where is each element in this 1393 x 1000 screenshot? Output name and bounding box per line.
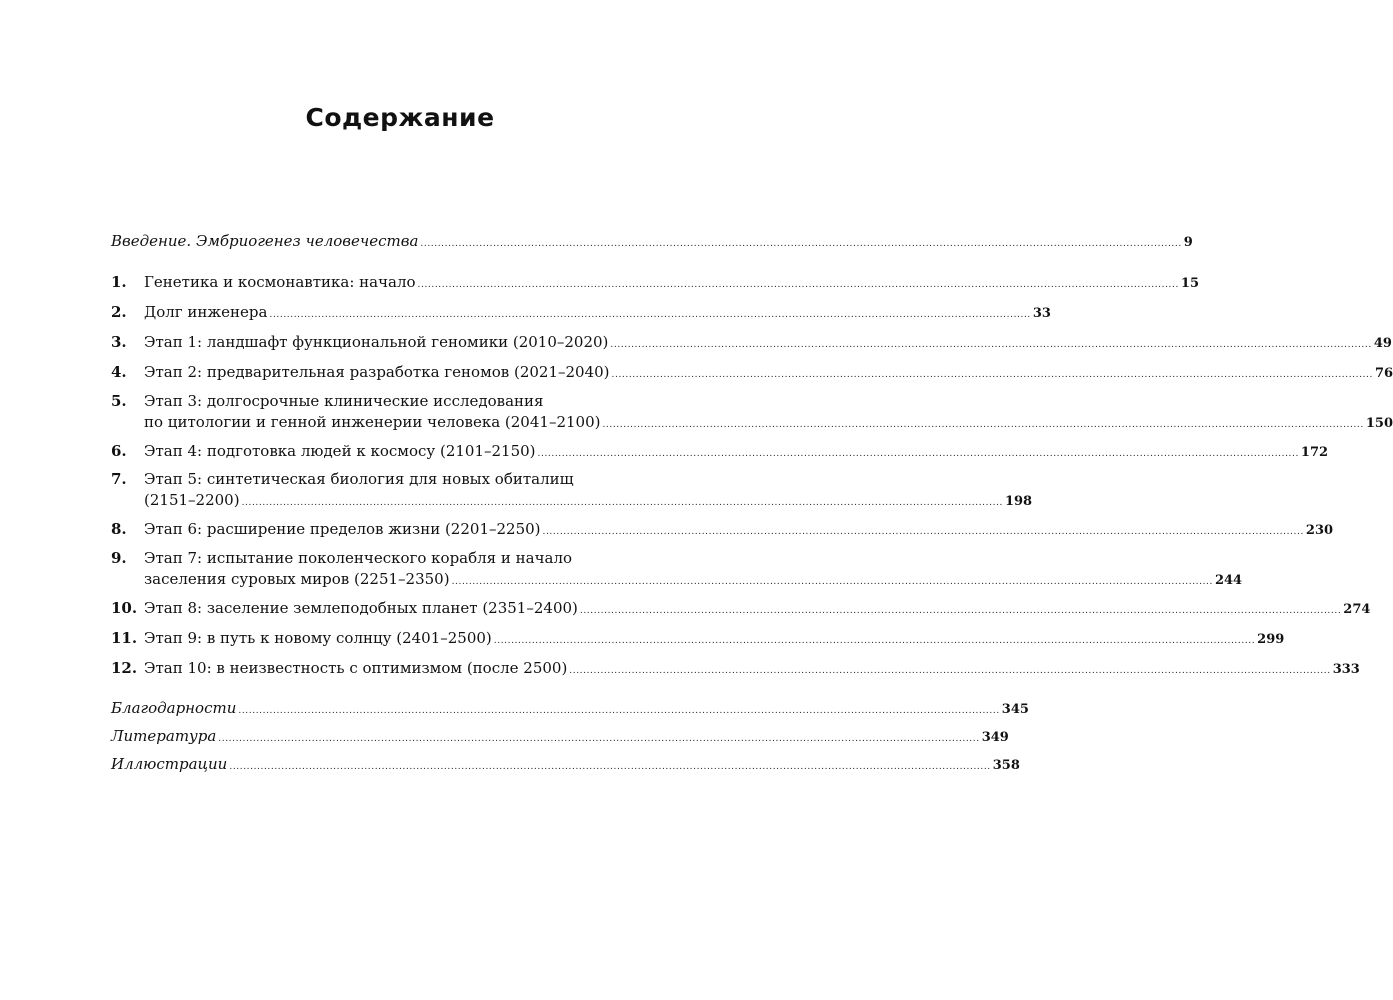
toc-chapter-6 — [111, 441, 1329, 462]
toc-chapter-8 — [111, 519, 1334, 540]
entry-title: Введение. Эмбриогенез человечества — [111, 232, 419, 250]
toc-chapter-12 — [111, 658, 1360, 679]
entry-title: Этап 7: испытание поколенческого корабля и начало — [144, 549, 573, 567]
entry-title: Этап 9: в путь к новому солнцу (2401–2500) — [144, 629, 492, 647]
page-number: 150 — [1365, 416, 1393, 431]
toc-section — [111, 754, 1020, 775]
entry-title: Этап 4: подготовка людей к космосу (2101–2150) — [144, 442, 536, 460]
dot-leader: ............................................................................................................................................................................................................................ — [542, 527, 1304, 537]
dot-leader: ............................................................................................................................................................................................................................ — [569, 666, 1331, 676]
dot-leader: ............................................................................................................................................................................................................................ — [451, 577, 1213, 587]
toc-chapter-5 — [111, 391, 1393, 433]
chapter-number: 2. — [111, 303, 127, 321]
entry-title: Этап 5: синтетическая биология для новых обиталищ — [144, 470, 574, 488]
chapter-number: 11. — [111, 629, 138, 647]
page-number: 299 — [1257, 632, 1285, 647]
dot-leader: ............................................................................................................................................................................................................................ — [602, 420, 1364, 430]
chapter-number: 5. — [111, 392, 127, 410]
toc-chapter-4 — [111, 362, 1393, 383]
chapter-number: 9. — [111, 549, 127, 567]
entry-title: Литература — [111, 727, 217, 745]
toc-section — [111, 698, 1029, 719]
page-number: 358 — [992, 758, 1020, 773]
toc-section — [111, 726, 1009, 747]
page-number: 349 — [981, 730, 1009, 745]
dot-leader: ............................................................................................................................................................................................................................ — [537, 449, 1299, 459]
dot-leader: ............................................................................................................................................................................................................................ — [610, 340, 1372, 350]
page-number: 274 — [1343, 602, 1371, 617]
entry-title: Этап 1: ландшафт функциональной геномики (2010–2020) — [144, 333, 609, 351]
dot-leader: ............................................................................................................................................................................................................................ — [229, 762, 991, 772]
dot-leader: ............................................................................................................................................................................................................................ — [611, 370, 1373, 380]
entry-title: по цитологии и генной инженерии человека (2041–2100) — [144, 413, 601, 431]
chapter-number: 12. — [111, 659, 138, 677]
toc-section — [111, 231, 1193, 252]
entry-title: Генетика и космонавтика: начало — [144, 273, 416, 291]
chapter-number: 4. — [111, 363, 127, 381]
chapter-number: 3. — [111, 333, 127, 351]
chapter-number: 1. — [111, 273, 127, 291]
page-number: 76 — [1374, 366, 1393, 381]
entry-title: Этап 3: долгосрочные клинические исследования — [144, 392, 544, 410]
chapter-number: 8. — [111, 520, 127, 538]
page-number: 198 — [1004, 494, 1033, 509]
dot-leader: ............................................................................................................................................................................................................................ — [420, 239, 1182, 249]
entry-title: Этап 6: расширение пределов жизни (2201–2250) — [144, 520, 541, 538]
toc-chapter-2 — [111, 302, 1051, 323]
toc-chapter-3 — [111, 332, 1392, 353]
entry-title: (2151–2200) — [144, 491, 240, 509]
page-number: 333 — [1332, 662, 1360, 677]
dot-leader: ............................................................................................................................................................................................................................ — [417, 280, 1179, 290]
toc-chapter-10 — [111, 598, 1371, 619]
page-number: 49 — [1373, 336, 1392, 351]
entry-title: заселения суровых миров (2251–2350) — [144, 570, 450, 588]
entry-title: Этап 8: заселение землеподобных планет (2351–2400) — [144, 599, 578, 617]
dot-leader: ............................................................................................................................................................................................................................ — [493, 636, 1256, 646]
chapter-number: 6. — [111, 442, 127, 460]
page-number: 9 — [1183, 235, 1193, 250]
page-number: 33 — [1032, 306, 1051, 321]
dot-leader: ............................................................................................................................................................................................................................ — [238, 706, 1000, 716]
page-title: Содержание — [305, 103, 495, 132]
entry-title: Благодарности — [111, 699, 237, 717]
entry-title: Долг инженера — [144, 303, 268, 321]
page-number: 230 — [1305, 523, 1334, 538]
dot-leader: ............................................................................................................................................................................................................................ — [241, 498, 1003, 508]
chapter-number: 10. — [111, 599, 138, 617]
toc-chapter-11 — [111, 628, 1285, 649]
entry-title: Иллюстрации — [111, 755, 228, 773]
entry-title: Этап 2: предварительная разработка геномов (2021–2040) — [144, 363, 610, 381]
dot-leader: ............................................................................................................................................................................................................................ — [218, 734, 980, 744]
page-number: 244 — [1214, 573, 1243, 588]
toc-chapter-7 — [111, 469, 1033, 511]
page-number: 15 — [1180, 276, 1200, 291]
page-number: 172 — [1300, 445, 1329, 460]
dot-leader: ............................................................................................................................................................................................................................ — [269, 310, 1031, 320]
toc-chapter-9 — [111, 548, 1243, 590]
chapter-number: 7. — [111, 470, 127, 488]
dot-leader: ............................................................................................................................................................................................................................ — [579, 606, 1342, 616]
page-number: 345 — [1001, 702, 1029, 717]
entry-title: Этап 10: в неизвестность с оптимизмом (после 2500) — [144, 659, 568, 677]
toc-chapter-1 — [111, 272, 1200, 293]
